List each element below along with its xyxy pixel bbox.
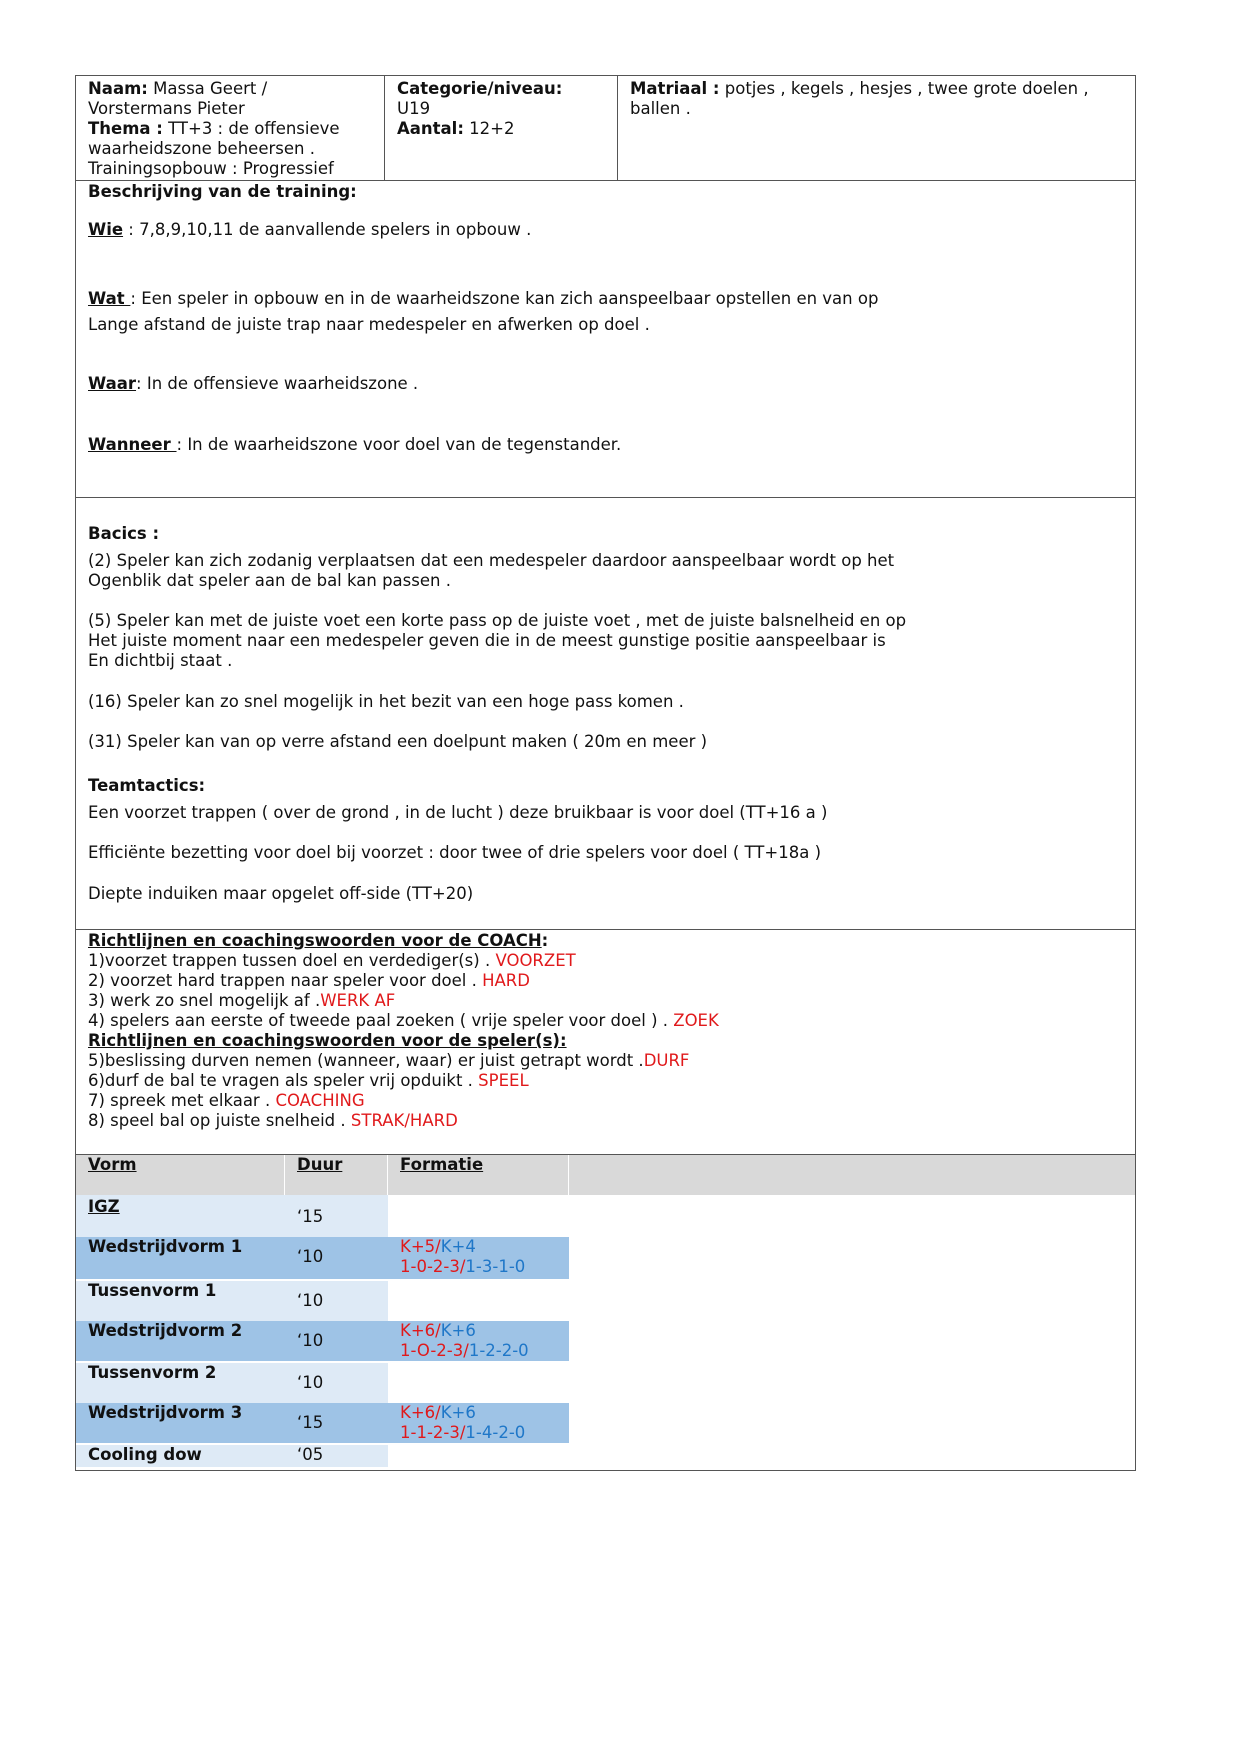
naam-label: Naam: <box>88 79 148 98</box>
formatie-red: 1-0-2-3/ <box>400 1257 466 1276</box>
speler-item-word: SPEEL <box>478 1071 529 1090</box>
coach-item <box>88 991 1123 1011</box>
beschrijving-section <box>75 181 1136 498</box>
speler-item <box>88 1071 1123 1091</box>
formatie-blue: 1-4-2-0 <box>465 1423 526 1442</box>
basics-item-5-line3: En dichtbij staat . <box>88 651 233 670</box>
header-duur: Duur <box>297 1155 343 1174</box>
basics-section <box>75 498 1136 930</box>
duur-cell: ‘10 <box>285 1321 388 1361</box>
formatie-red: K+6/ <box>400 1403 441 1422</box>
speler-item <box>88 1051 1123 1071</box>
table-row <box>76 1403 1135 1443</box>
speler-item <box>88 1111 1123 1131</box>
teamtactics-title: Teamtactics: <box>88 776 206 795</box>
formatie-blue: K+6 <box>440 1403 476 1422</box>
coach-item <box>88 951 1123 971</box>
table-row <box>76 1445 1135 1467</box>
wanneer-label: Wanneer <box>88 435 177 454</box>
speler-item-text: 6)durf de bal te vragen als speler vrij opduikt . <box>88 1071 479 1090</box>
speler-item <box>88 1091 1123 1111</box>
wie-label: Wie <box>88 220 124 239</box>
vorm-cell: IGZ <box>88 1197 120 1216</box>
formatie-blue: K+4 <box>440 1237 476 1256</box>
categorie-value: U19 <box>397 99 431 118</box>
matriaal-value: potjes , kegels , hesjes , twee grote doelen , <box>719 79 1089 98</box>
coach-item <box>88 1011 1123 1031</box>
duur-cell: ‘10 <box>285 1237 388 1279</box>
formatie-cell <box>388 1403 569 1443</box>
coach-title: Richtlijnen en coachingswoorden voor de COACH <box>88 931 542 950</box>
table-row <box>76 1237 1135 1279</box>
richtlijnen-section <box>75 930 1136 1155</box>
teamtactics-item: Diepte induiken maar opgelet off-side (TT+20) <box>88 884 474 903</box>
categorie-label: Categorie/niveau: <box>397 79 563 98</box>
coach-item-text: 2) voorzet hard trappen naar speler voor doel . <box>88 971 483 990</box>
wat-text: : Een speler in opbouw en in de waarheidszone kan zich aanspeelbaar opstellen en van op <box>130 289 879 308</box>
duur-cell: ‘05 <box>285 1445 388 1467</box>
table-row <box>76 1363 1135 1403</box>
matriaal-cell <box>618 76 1135 180</box>
basics-item-5-line1: (5) Speler kan met de juiste voet een korte pass op de juiste voet , met de juiste balsnelheid en op <box>88 611 907 630</box>
speler-item-text: 8) speel bal op juiste snelheid . <box>88 1111 351 1130</box>
basics-item-16: (16) Speler kan zo snel mogelijk in het bezit van een hoge pass komen . <box>88 692 684 711</box>
matriaal-label: Matriaal : <box>630 79 720 98</box>
vorm-cell: Tussenvorm 1 <box>88 1281 217 1300</box>
formatie-blue: K+6 <box>440 1321 476 1340</box>
formatie-blue: 1-3-1-0 <box>465 1257 526 1276</box>
vorm-cell: Wedstrijdvorm 2 <box>88 1321 243 1340</box>
wat-label: Wat <box>88 289 131 308</box>
naam-value: Massa Geert / <box>147 79 268 98</box>
formatie-red: 1-O-2-3/ <box>400 1341 469 1360</box>
table-row <box>76 1195 1135 1237</box>
thema-value-2: waarheidszone beheersen . <box>88 139 315 158</box>
duur-cell: ‘15 <box>285 1403 388 1443</box>
coach-item-text: 3) werk zo snel mogelijk af . <box>88 991 321 1010</box>
basics-item-5-line2: Het juiste moment naar een medespeler geven die in de meest gunstige positie aanspeelbaar is <box>88 631 886 650</box>
formatie-blue: 1-2-2-0 <box>468 1341 529 1360</box>
schedule-header-row <box>76 1155 1135 1195</box>
speler-item-word: DURF <box>643 1051 690 1070</box>
waar-text: : In de offensieve waarheidszone . <box>136 374 419 393</box>
formatie-red: K+5/ <box>400 1237 441 1256</box>
duur-cell: ‘10 <box>285 1281 388 1321</box>
basics-item-2-line1: (2) Speler kan zich zodanig verplaatsen dat een medespeler daardoor aanspeelbaar wordt op het <box>88 551 895 570</box>
wanneer-text: : In de waarheidszone voor doel van de tegenstander. <box>176 435 622 454</box>
header-row <box>75 75 1136 181</box>
aantal-value: 12+2 <box>463 119 515 138</box>
coach-item-word: WERK AF <box>320 991 396 1010</box>
schedule-table <box>75 1155 1136 1471</box>
vorm-cell: Wedstrijdvorm 3 <box>88 1403 243 1422</box>
basics-item-31: (31) Speler kan van op verre afstand een doelpunt maken ( 20m en meer ) <box>88 732 708 751</box>
formatie-cell <box>388 1321 569 1361</box>
beschrijving-title: Beschrijving van de training: <box>88 182 357 201</box>
coach-item-word: HARD <box>482 971 530 990</box>
wat-text-2: Lange afstand de juiste trap naar medespeler en afwerken op doel . <box>88 315 650 334</box>
coach-item <box>88 971 1123 991</box>
aantal-label: Aantal: <box>397 119 464 138</box>
table-row <box>76 1321 1135 1361</box>
basics-title: Bacics : <box>88 524 160 543</box>
training-document <box>75 75 1136 1471</box>
wie-text: : 7,8,9,10,11 de aanvallende spelers in opbouw . <box>123 220 532 239</box>
coach-item-text: 1)voorzet trappen tussen doel en verdediger(s) . <box>88 951 496 970</box>
basics-item-2-line2: Ogenblik dat speler aan de bal kan passen . <box>88 571 451 590</box>
vorm-cell: Tussenvorm 2 <box>88 1363 217 1382</box>
speler-item-text: 7) spreek met elkaar . <box>88 1091 276 1110</box>
thema-value: TT+3 : de offensieve <box>162 119 340 138</box>
naam-value-2: Vorstermans Pieter <box>88 99 245 118</box>
categorie-cell <box>385 76 618 180</box>
formatie-red: 1-1-2-3/ <box>400 1423 466 1442</box>
naam-thema-cell <box>76 76 385 180</box>
formatie-cell <box>388 1237 569 1279</box>
table-row <box>76 1281 1135 1321</box>
formatie-red: K+6/ <box>400 1321 441 1340</box>
thema-label: Thema : <box>88 119 163 138</box>
coach-item-word: VOORZET <box>495 951 576 970</box>
teamtactics-item: Efficiënte bezetting voor doel bij voorzet : door twee of drie spelers voor doel ( TT+18a ) <box>88 843 822 862</box>
matriaal-value-2: ballen . <box>630 99 691 118</box>
coach-item-text: 4) spelers aan eerste of tweede paal zoeken ( vrije speler voor doel ) . <box>88 1011 674 1030</box>
header-formatie: Formatie <box>400 1155 484 1174</box>
trainingsopbouw: Trainingsopbouw : Progressief <box>88 159 334 178</box>
duur-cell: ‘10 <box>285 1363 388 1403</box>
coach-title-colon: : <box>541 931 549 950</box>
teamtactics-item: Een voorzet trappen ( over de grond , in de lucht ) deze bruikbaar is voor doel (TT+16 a ) <box>88 803 828 822</box>
speler-item-word: COACHING <box>275 1091 365 1110</box>
speler-item-text: 5)beslissing durven nemen (wanneer, waar) er juist getrapt wordt . <box>88 1051 644 1070</box>
vorm-cell: Wedstrijdvorm 1 <box>88 1237 243 1256</box>
vorm-cell: Cooling dow <box>88 1445 202 1464</box>
header-vorm: Vorm <box>88 1155 137 1174</box>
speler-item-word: STRAK/HARD <box>350 1111 458 1130</box>
waar-label: Waar <box>88 374 137 393</box>
duur-cell: ‘15 <box>285 1195 388 1237</box>
coach-item-word: ZOEK <box>673 1011 719 1030</box>
speler-title: Richtlijnen en coachingswoorden voor de speler(s): <box>88 1031 567 1050</box>
